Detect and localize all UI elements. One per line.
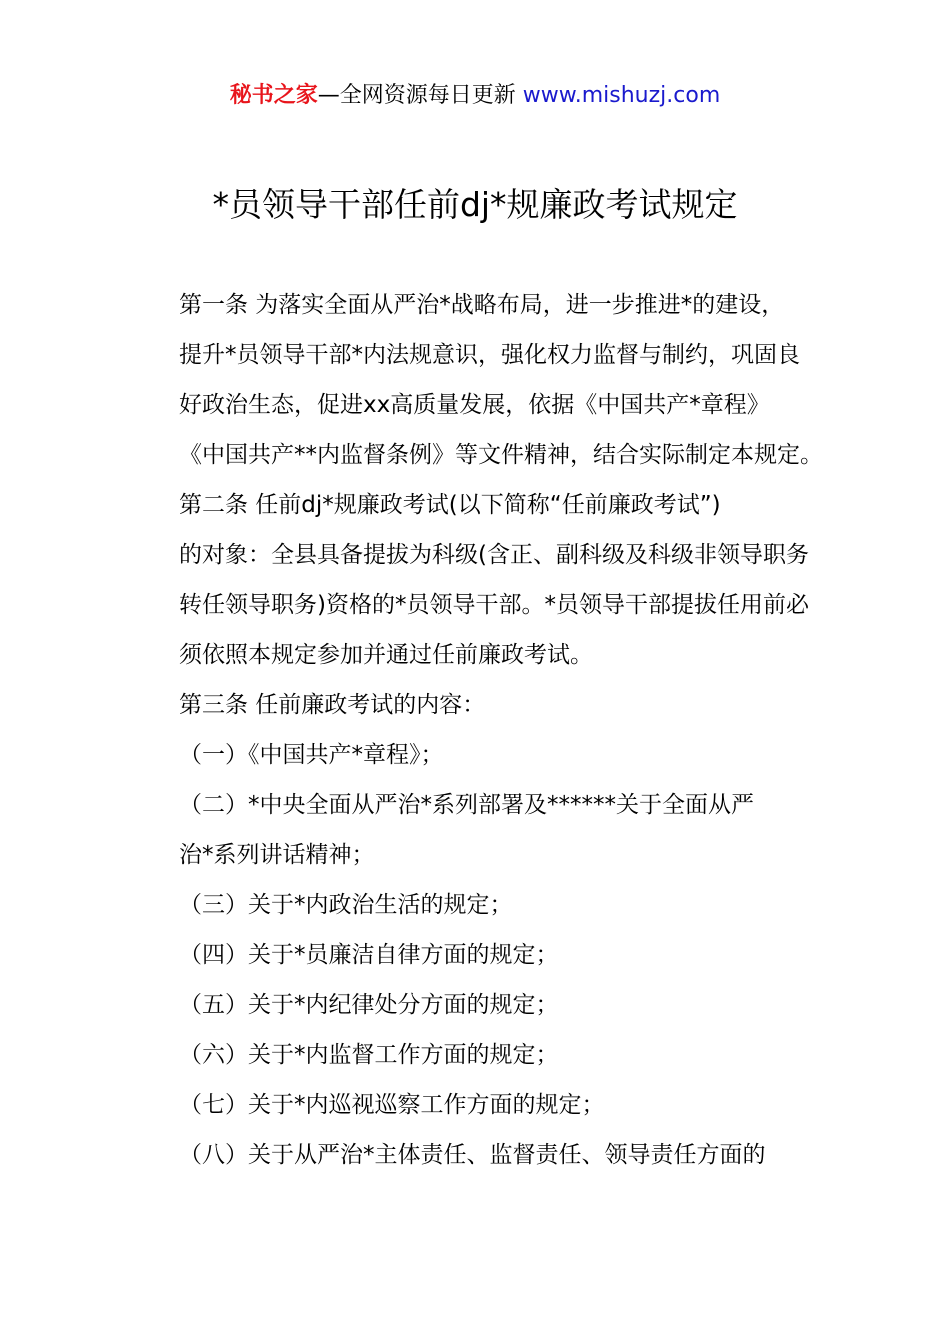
article-1-paragraph (127, 280, 847, 480)
list-item-6 (127, 1030, 847, 1080)
header-tagline: —全网资源每日更新 (317, 83, 516, 108)
text-line: 第三条 任前廉政考试的内容： (179, 692, 486, 718)
document-body (127, 280, 847, 1180)
document-title: *员领导干部任前dj*规廉政考试规定 (212, 185, 738, 224)
text-line: 第二条 任前dj*规廉政考试(以下简称“任前廉政考试”) (179, 492, 721, 518)
text-line: （七）关于*内巡视巡察工作方面的规定； (179, 1092, 605, 1118)
list-item-1 (127, 730, 847, 780)
text-line: 的对象：全县具备提拔为科级(含正、副科级及科级非领导职务 (179, 542, 809, 568)
list-item-7 (127, 1080, 847, 1130)
list-item-2 (127, 780, 847, 880)
text-line: （一）《中国共产*章程》； (179, 742, 444, 768)
list-item-3 (127, 880, 847, 930)
text-line: 好政治生态，促进xx高质量发展，依据《中国共产*章程》 (179, 392, 770, 418)
list-item-4 (127, 930, 847, 980)
text-line: 治*系列讲话精神； (179, 842, 375, 868)
text-line: 《中国共产**内监督条例》等文件精神，结合实际制定本规定。 (179, 442, 823, 468)
text-line: 须依照本规定参加并通过任前廉政考试。 (179, 642, 593, 668)
article-3-paragraph (127, 680, 847, 730)
brand-name: 秘书之家 (229, 83, 318, 108)
text-line: （六）关于*内监督工作方面的规定； (179, 1042, 559, 1068)
text-line: 提升*员领导干部*内法规意识，强化权力监督与制约，巩固良 (179, 342, 800, 368)
site-url[interactable]: www.mishuzj.com (522, 83, 721, 108)
text-line: （三）关于*内政治生活的规定； (179, 892, 513, 918)
list-item-8 (127, 1130, 847, 1180)
list-item-5 (127, 980, 847, 1030)
text-line: （八）关于从严治*主体责任、监督责任、领导责任方面的 (179, 1142, 766, 1168)
text-line: 转任领导职务)资格的*员领导干部。*员领导干部提拔任用前必 (179, 592, 809, 618)
text-line: 第一条 为落实全面从严治*战略布局，进一步推进*的建设， (179, 292, 785, 318)
text-line: （五）关于*内纪律处分方面的规定； (179, 992, 559, 1018)
article-2-paragraph (127, 480, 847, 680)
text-line: （四）关于*员廉洁自律方面的规定； (179, 942, 559, 968)
site-header (0, 80, 950, 112)
text-line: （二）*中央全面从严治*系列部署及******关于全面从严 (179, 792, 754, 818)
